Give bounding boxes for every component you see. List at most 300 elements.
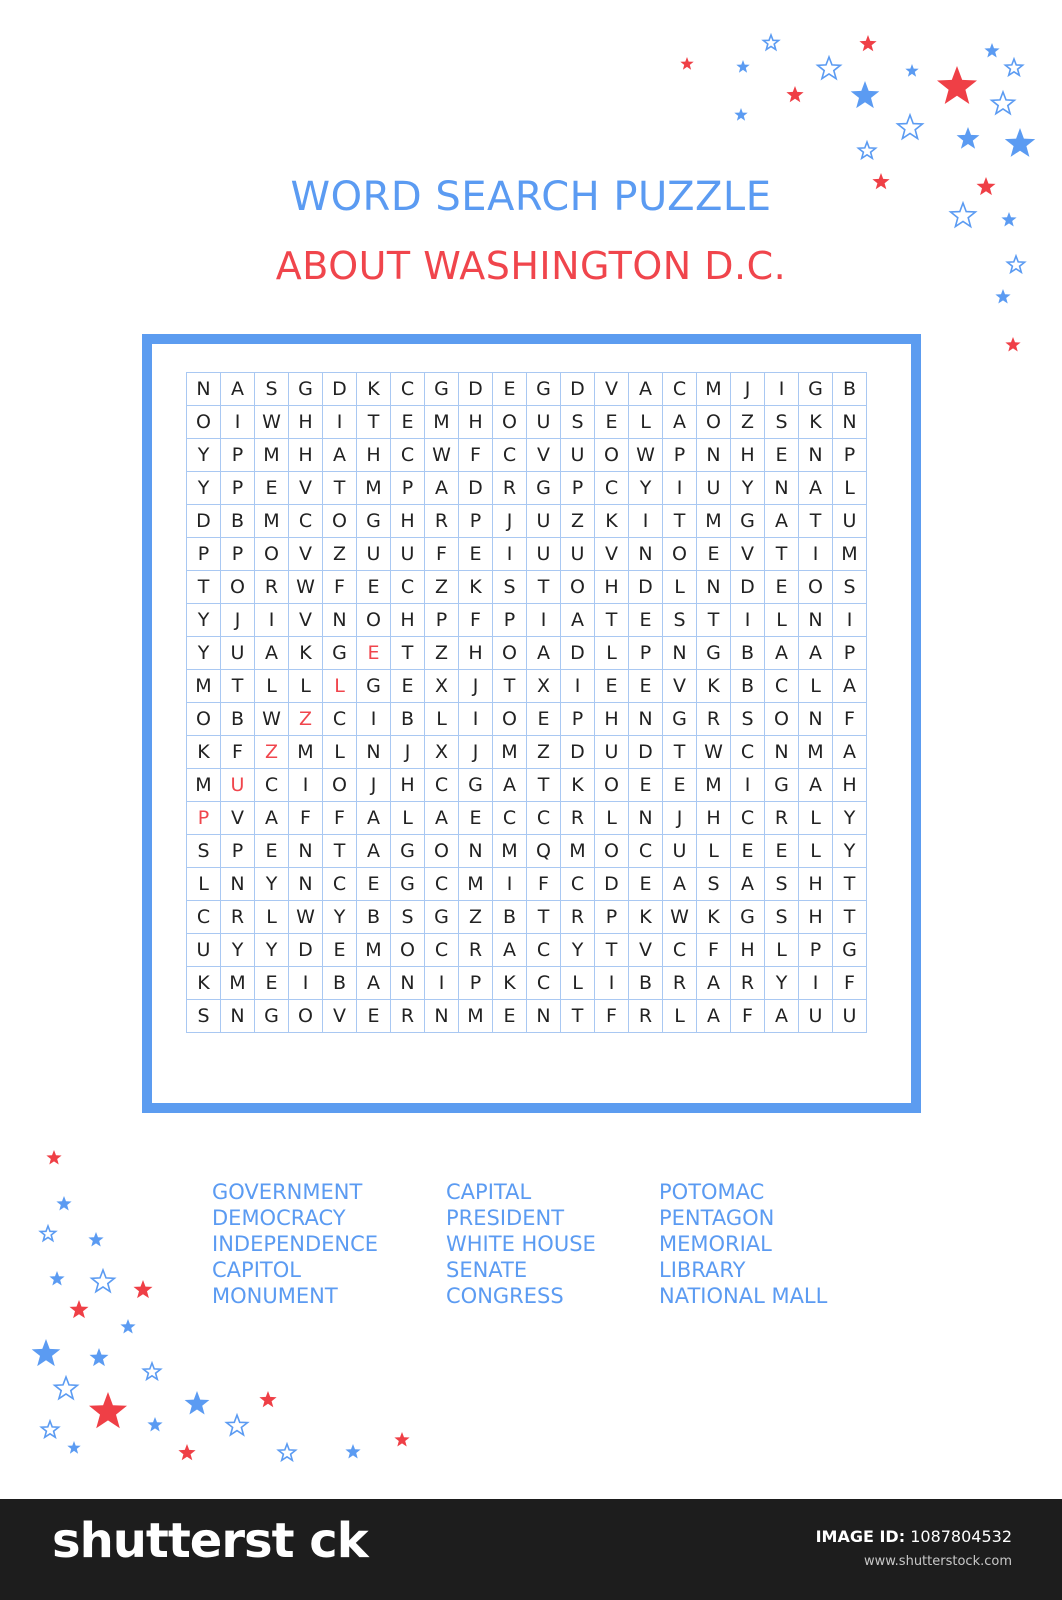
grid-cell[interactable]: M: [255, 439, 289, 472]
grid-cell[interactable]: P: [221, 835, 255, 868]
grid-cell[interactable]: H: [595, 703, 629, 736]
grid-cell[interactable]: I: [765, 373, 799, 406]
grid-cell[interactable]: U: [799, 1000, 833, 1033]
grid-cell[interactable]: S: [187, 835, 221, 868]
grid-cell[interactable]: T: [391, 637, 425, 670]
grid-cell[interactable]: I: [493, 538, 527, 571]
grid-cell[interactable]: K: [629, 901, 663, 934]
grid-cell[interactable]: L: [289, 670, 323, 703]
grid-cell[interactable]: Z: [425, 571, 459, 604]
grid-cell[interactable]: X: [527, 670, 561, 703]
grid-cell[interactable]: A: [833, 670, 867, 703]
grid-cell[interactable]: P: [833, 637, 867, 670]
grid-cell[interactable]: E: [731, 835, 765, 868]
grid-cell[interactable]: M: [697, 373, 731, 406]
grid-cell[interactable]: C: [187, 901, 221, 934]
grid-cell[interactable]: F: [425, 538, 459, 571]
grid-cell[interactable]: R: [391, 1000, 425, 1033]
grid-cell[interactable]: K: [187, 736, 221, 769]
grid-cell[interactable]: C: [765, 670, 799, 703]
grid-cell[interactable]: P: [833, 439, 867, 472]
grid-cell[interactable]: J: [459, 670, 493, 703]
grid-cell[interactable]: C: [561, 868, 595, 901]
grid-cell[interactable]: F: [459, 439, 493, 472]
grid-cell[interactable]: Y: [833, 835, 867, 868]
grid-cell[interactable]: A: [357, 835, 391, 868]
grid-cell[interactable]: Z: [289, 703, 323, 736]
grid-cell[interactable]: D: [629, 736, 663, 769]
grid-cell[interactable]: H: [391, 505, 425, 538]
grid-cell[interactable]: G: [425, 901, 459, 934]
grid-cell[interactable]: H: [799, 901, 833, 934]
grid-cell[interactable]: G: [731, 505, 765, 538]
grid-cell[interactable]: D: [459, 472, 493, 505]
grid-cell[interactable]: M: [357, 472, 391, 505]
grid-cell[interactable]: A: [527, 637, 561, 670]
grid-cell[interactable]: N: [833, 406, 867, 439]
grid-cell[interactable]: N: [629, 802, 663, 835]
grid-cell[interactable]: B: [391, 703, 425, 736]
grid-cell[interactable]: A: [663, 406, 697, 439]
grid-cell[interactable]: M: [187, 670, 221, 703]
grid-cell[interactable]: E: [323, 934, 357, 967]
grid-cell[interactable]: U: [221, 769, 255, 802]
grid-cell[interactable]: N: [629, 538, 663, 571]
grid-cell[interactable]: S: [765, 901, 799, 934]
grid-cell[interactable]: L: [425, 703, 459, 736]
grid-cell[interactable]: E: [493, 373, 527, 406]
grid-cell[interactable]: G: [527, 472, 561, 505]
grid-cell[interactable]: E: [629, 769, 663, 802]
grid-cell[interactable]: U: [221, 637, 255, 670]
grid-cell[interactable]: W: [289, 571, 323, 604]
grid-cell[interactable]: I: [425, 967, 459, 1000]
grid-cell[interactable]: D: [629, 571, 663, 604]
grid-cell[interactable]: A: [493, 934, 527, 967]
grid-cell[interactable]: Z: [527, 736, 561, 769]
grid-cell[interactable]: L: [629, 406, 663, 439]
grid-cell[interactable]: J: [391, 736, 425, 769]
grid-cell[interactable]: I: [561, 670, 595, 703]
grid-cell[interactable]: P: [799, 934, 833, 967]
grid-cell[interactable]: I: [221, 406, 255, 439]
grid-cell[interactable]: U: [561, 439, 595, 472]
grid-cell[interactable]: N: [765, 472, 799, 505]
grid-cell[interactable]: A: [425, 472, 459, 505]
grid-cell[interactable]: P: [187, 538, 221, 571]
grid-cell[interactable]: N: [527, 1000, 561, 1033]
grid-cell[interactable]: T: [527, 901, 561, 934]
grid-cell[interactable]: M: [697, 505, 731, 538]
grid-cell[interactable]: X: [425, 670, 459, 703]
grid-cell[interactable]: R: [629, 1000, 663, 1033]
grid-cell[interactable]: Y: [833, 802, 867, 835]
grid-cell[interactable]: A: [255, 802, 289, 835]
grid-cell[interactable]: T: [187, 571, 221, 604]
grid-cell[interactable]: D: [561, 637, 595, 670]
grid-cell[interactable]: B: [833, 373, 867, 406]
grid-cell[interactable]: L: [663, 571, 697, 604]
grid-cell[interactable]: C: [527, 934, 561, 967]
grid-cell[interactable]: H: [697, 802, 731, 835]
grid-cell[interactable]: M: [289, 736, 323, 769]
grid-cell[interactable]: D: [731, 571, 765, 604]
grid-cell[interactable]: V: [289, 538, 323, 571]
grid-cell[interactable]: S: [187, 1000, 221, 1033]
grid-cell[interactable]: G: [697, 637, 731, 670]
grid-cell[interactable]: G: [765, 769, 799, 802]
grid-cell[interactable]: W: [289, 901, 323, 934]
grid-cell[interactable]: T: [799, 505, 833, 538]
grid-cell[interactable]: K: [697, 670, 731, 703]
grid-cell[interactable]: L: [391, 802, 425, 835]
grid-cell[interactable]: M: [459, 868, 493, 901]
grid-cell[interactable]: B: [221, 505, 255, 538]
grid-cell[interactable]: S: [731, 703, 765, 736]
grid-cell[interactable]: Y: [255, 868, 289, 901]
grid-cell[interactable]: O: [391, 934, 425, 967]
grid-cell[interactable]: C: [391, 571, 425, 604]
grid-cell[interactable]: A: [493, 769, 527, 802]
grid-cell[interactable]: P: [221, 538, 255, 571]
grid-cell[interactable]: O: [561, 571, 595, 604]
grid-cell[interactable]: H: [833, 769, 867, 802]
grid-cell[interactable]: S: [697, 868, 731, 901]
grid-cell[interactable]: H: [799, 868, 833, 901]
grid-cell[interactable]: P: [459, 967, 493, 1000]
grid-cell[interactable]: A: [697, 967, 731, 1000]
grid-cell[interactable]: F: [323, 571, 357, 604]
grid-cell[interactable]: R: [493, 472, 527, 505]
grid-cell[interactable]: R: [459, 934, 493, 967]
grid-cell[interactable]: I: [663, 472, 697, 505]
grid-cell[interactable]: E: [629, 868, 663, 901]
grid-cell[interactable]: W: [629, 439, 663, 472]
grid-cell[interactable]: D: [561, 373, 595, 406]
grid-cell[interactable]: C: [255, 769, 289, 802]
grid-cell[interactable]: H: [595, 571, 629, 604]
grid-cell[interactable]: C: [527, 967, 561, 1000]
grid-cell[interactable]: L: [765, 934, 799, 967]
grid-cell[interactable]: P: [221, 472, 255, 505]
grid-cell[interactable]: T: [323, 472, 357, 505]
grid-cell[interactable]: I: [629, 505, 663, 538]
grid-cell[interactable]: F: [323, 802, 357, 835]
grid-cell[interactable]: T: [595, 604, 629, 637]
grid-cell[interactable]: I: [493, 868, 527, 901]
grid-cell[interactable]: N: [323, 604, 357, 637]
grid-cell[interactable]: R: [561, 901, 595, 934]
grid-cell[interactable]: N: [697, 439, 731, 472]
grid-cell[interactable]: V: [731, 538, 765, 571]
grid-cell[interactable]: F: [527, 868, 561, 901]
grid-cell[interactable]: G: [527, 373, 561, 406]
grid-cell[interactable]: V: [221, 802, 255, 835]
grid-cell[interactable]: C: [425, 868, 459, 901]
grid-cell[interactable]: R: [221, 901, 255, 934]
grid-cell[interactable]: U: [561, 538, 595, 571]
grid-cell[interactable]: A: [357, 967, 391, 1000]
grid-cell[interactable]: C: [391, 373, 425, 406]
grid-cell[interactable]: L: [765, 604, 799, 637]
grid-cell[interactable]: L: [561, 967, 595, 1000]
grid-cell[interactable]: R: [663, 967, 697, 1000]
grid-cell[interactable]: Y: [765, 967, 799, 1000]
grid-cell[interactable]: A: [765, 505, 799, 538]
grid-cell[interactable]: M: [459, 1000, 493, 1033]
grid-cell[interactable]: H: [731, 934, 765, 967]
grid-cell[interactable]: B: [221, 703, 255, 736]
grid-cell[interactable]: K: [289, 637, 323, 670]
grid-cell[interactable]: C: [663, 373, 697, 406]
grid-cell[interactable]: I: [357, 703, 391, 736]
grid-cell[interactable]: I: [595, 967, 629, 1000]
grid-cell[interactable]: O: [255, 538, 289, 571]
grid-cell[interactable]: J: [731, 373, 765, 406]
grid-cell[interactable]: Y: [731, 472, 765, 505]
grid-cell[interactable]: H: [289, 439, 323, 472]
grid-cell[interactable]: U: [697, 472, 731, 505]
grid-cell[interactable]: P: [425, 604, 459, 637]
grid-cell[interactable]: V: [629, 934, 663, 967]
grid-cell[interactable]: P: [595, 901, 629, 934]
grid-cell[interactable]: A: [663, 868, 697, 901]
grid-cell[interactable]: T: [561, 1000, 595, 1033]
grid-cell[interactable]: G: [289, 373, 323, 406]
grid-cell[interactable]: Y: [255, 934, 289, 967]
grid-cell[interactable]: Y: [561, 934, 595, 967]
grid-cell[interactable]: K: [799, 406, 833, 439]
grid-cell[interactable]: T: [663, 736, 697, 769]
grid-cell[interactable]: T: [663, 505, 697, 538]
grid-cell[interactable]: E: [255, 835, 289, 868]
grid-cell[interactable]: T: [527, 571, 561, 604]
grid-cell[interactable]: A: [561, 604, 595, 637]
grid-cell[interactable]: B: [731, 637, 765, 670]
grid-cell[interactable]: V: [289, 604, 323, 637]
grid-cell[interactable]: E: [765, 439, 799, 472]
grid-cell[interactable]: P: [493, 604, 527, 637]
grid-cell[interactable]: H: [731, 439, 765, 472]
grid-cell[interactable]: A: [323, 439, 357, 472]
grid-cell[interactable]: C: [527, 802, 561, 835]
grid-cell[interactable]: H: [289, 406, 323, 439]
grid-cell[interactable]: Y: [323, 901, 357, 934]
grid-cell[interactable]: Y: [187, 637, 221, 670]
grid-cell[interactable]: E: [595, 670, 629, 703]
grid-cell[interactable]: I: [289, 769, 323, 802]
grid-cell[interactable]: C: [493, 439, 527, 472]
grid-cell[interactable]: U: [833, 505, 867, 538]
grid-cell[interactable]: E: [357, 571, 391, 604]
grid-cell[interactable]: J: [663, 802, 697, 835]
grid-cell[interactable]: I: [459, 703, 493, 736]
grid-cell[interactable]: H: [357, 439, 391, 472]
grid-cell[interactable]: A: [357, 802, 391, 835]
grid-cell[interactable]: W: [255, 406, 289, 439]
grid-cell[interactable]: B: [493, 901, 527, 934]
grid-cell[interactable]: L: [255, 670, 289, 703]
grid-cell[interactable]: R: [765, 802, 799, 835]
grid-cell[interactable]: L: [799, 835, 833, 868]
grid-cell[interactable]: K: [697, 901, 731, 934]
grid-cell[interactable]: J: [221, 604, 255, 637]
grid-cell[interactable]: P: [187, 802, 221, 835]
grid-cell[interactable]: M: [187, 769, 221, 802]
grid-cell[interactable]: O: [425, 835, 459, 868]
grid-cell[interactable]: O: [323, 769, 357, 802]
grid-cell[interactable]: K: [595, 505, 629, 538]
grid-cell[interactable]: N: [425, 1000, 459, 1033]
grid-cell[interactable]: N: [697, 571, 731, 604]
grid-cell[interactable]: N: [765, 736, 799, 769]
grid-cell[interactable]: N: [799, 703, 833, 736]
grid-cell[interactable]: R: [697, 703, 731, 736]
grid-cell[interactable]: E: [663, 769, 697, 802]
grid-cell[interactable]: R: [561, 802, 595, 835]
grid-cell[interactable]: C: [595, 472, 629, 505]
grid-cell[interactable]: B: [357, 901, 391, 934]
grid-cell[interactable]: A: [765, 1000, 799, 1033]
grid-cell[interactable]: M: [255, 505, 289, 538]
grid-cell[interactable]: F: [221, 736, 255, 769]
grid-cell[interactable]: Q: [527, 835, 561, 868]
grid-cell[interactable]: O: [187, 406, 221, 439]
grid-cell[interactable]: A: [833, 736, 867, 769]
grid-cell[interactable]: O: [493, 637, 527, 670]
grid-cell[interactable]: M: [493, 835, 527, 868]
grid-cell[interactable]: G: [323, 637, 357, 670]
grid-cell[interactable]: M: [561, 835, 595, 868]
grid-cell[interactable]: I: [731, 604, 765, 637]
grid-cell[interactable]: D: [289, 934, 323, 967]
grid-cell[interactable]: V: [527, 439, 561, 472]
grid-cell[interactable]: U: [833, 1000, 867, 1033]
grid-cell[interactable]: E: [595, 406, 629, 439]
grid-cell[interactable]: T: [765, 538, 799, 571]
grid-cell[interactable]: A: [799, 637, 833, 670]
grid-cell[interactable]: L: [255, 901, 289, 934]
grid-cell[interactable]: V: [595, 538, 629, 571]
grid-cell[interactable]: H: [459, 637, 493, 670]
grid-cell[interactable]: T: [493, 670, 527, 703]
grid-cell[interactable]: G: [663, 703, 697, 736]
grid-cell[interactable]: L: [663, 1000, 697, 1033]
grid-cell[interactable]: F: [289, 802, 323, 835]
grid-cell[interactable]: O: [595, 439, 629, 472]
grid-cell[interactable]: F: [833, 967, 867, 1000]
grid-cell[interactable]: I: [289, 967, 323, 1000]
grid-cell[interactable]: Z: [459, 901, 493, 934]
grid-cell[interactable]: A: [731, 868, 765, 901]
grid-cell[interactable]: U: [527, 505, 561, 538]
grid-cell[interactable]: J: [459, 736, 493, 769]
grid-cell[interactable]: N: [799, 604, 833, 637]
grid-cell[interactable]: N: [221, 868, 255, 901]
grid-cell[interactable]: O: [493, 406, 527, 439]
grid-cell[interactable]: E: [629, 670, 663, 703]
grid-cell[interactable]: A: [765, 637, 799, 670]
grid-cell[interactable]: E: [459, 538, 493, 571]
grid-cell[interactable]: E: [391, 406, 425, 439]
grid-cell[interactable]: Z: [255, 736, 289, 769]
grid-cell[interactable]: Y: [187, 439, 221, 472]
grid-cell[interactable]: Z: [561, 505, 595, 538]
grid-cell[interactable]: L: [187, 868, 221, 901]
grid-cell[interactable]: E: [527, 703, 561, 736]
grid-cell[interactable]: Z: [731, 406, 765, 439]
grid-cell[interactable]: L: [323, 670, 357, 703]
grid-cell[interactable]: M: [493, 736, 527, 769]
grid-cell[interactable]: E: [357, 637, 391, 670]
grid-cell[interactable]: S: [391, 901, 425, 934]
grid-cell[interactable]: G: [391, 835, 425, 868]
grid-cell[interactable]: T: [697, 604, 731, 637]
grid-cell[interactable]: X: [425, 736, 459, 769]
grid-cell[interactable]: A: [799, 769, 833, 802]
grid-cell[interactable]: M: [425, 406, 459, 439]
grid-cell[interactable]: A: [221, 373, 255, 406]
grid-cell[interactable]: K: [561, 769, 595, 802]
grid-cell[interactable]: F: [697, 934, 731, 967]
grid-cell[interactable]: O: [187, 703, 221, 736]
grid-cell[interactable]: L: [323, 736, 357, 769]
grid-cell[interactable]: P: [561, 472, 595, 505]
grid-cell[interactable]: K: [187, 967, 221, 1000]
grid-cell[interactable]: K: [459, 571, 493, 604]
grid-cell[interactable]: O: [323, 505, 357, 538]
grid-cell[interactable]: S: [255, 373, 289, 406]
grid-cell[interactable]: Z: [323, 538, 357, 571]
grid-cell[interactable]: N: [221, 1000, 255, 1033]
grid-cell[interactable]: W: [255, 703, 289, 736]
grid-cell[interactable]: P: [391, 472, 425, 505]
grid-cell[interactable]: T: [357, 406, 391, 439]
grid-cell[interactable]: I: [799, 967, 833, 1000]
grid-cell[interactable]: A: [799, 472, 833, 505]
grid-cell[interactable]: S: [765, 406, 799, 439]
grid-cell[interactable]: V: [663, 670, 697, 703]
grid-cell[interactable]: P: [663, 439, 697, 472]
grid-cell[interactable]: Y: [221, 934, 255, 967]
grid-cell[interactable]: G: [255, 1000, 289, 1033]
grid-cell[interactable]: V: [323, 1000, 357, 1033]
grid-cell[interactable]: E: [697, 538, 731, 571]
grid-cell[interactable]: W: [697, 736, 731, 769]
grid-cell[interactable]: F: [459, 604, 493, 637]
grid-cell[interactable]: R: [731, 967, 765, 1000]
grid-cell[interactable]: T: [595, 934, 629, 967]
grid-cell[interactable]: N: [391, 967, 425, 1000]
grid-cell[interactable]: N: [663, 637, 697, 670]
grid-cell[interactable]: N: [289, 835, 323, 868]
grid-cell[interactable]: M: [833, 538, 867, 571]
grid-cell[interactable]: H: [391, 769, 425, 802]
grid-cell[interactable]: B: [323, 967, 357, 1000]
grid-cell[interactable]: R: [425, 505, 459, 538]
grid-cell[interactable]: T: [323, 835, 357, 868]
grid-cell[interactable]: O: [493, 703, 527, 736]
grid-cell[interactable]: U: [391, 538, 425, 571]
grid-cell[interactable]: A: [629, 373, 663, 406]
grid-cell[interactable]: C: [323, 703, 357, 736]
grid-cell[interactable]: N: [629, 703, 663, 736]
grid-cell[interactable]: N: [289, 868, 323, 901]
grid-cell[interactable]: E: [255, 967, 289, 1000]
grid-cell[interactable]: T: [833, 868, 867, 901]
grid-cell[interactable]: C: [391, 439, 425, 472]
grid-cell[interactable]: A: [255, 637, 289, 670]
